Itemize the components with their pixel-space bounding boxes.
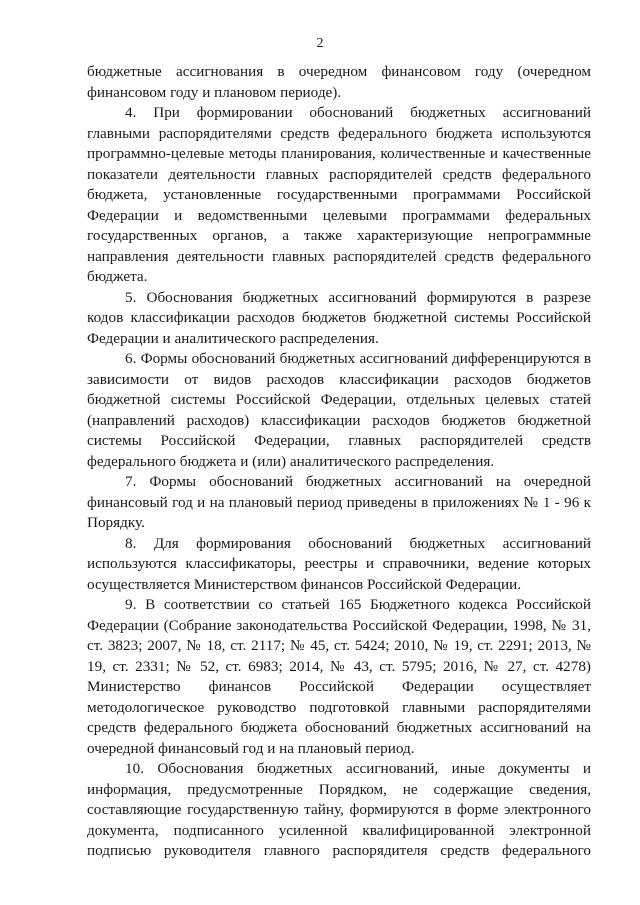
paragraph-8: 8. Для формирования обоснований бюджетных ассигнований используются классификаторы, реестры и справочники, ведение которых осуществляется Министерством финансов Российской Федерации. bbox=[87, 534, 591, 593]
paragraph-9: 9. В соответствии со статьей 165 Бюджетного кодекса Российской Федерации (Собрание законодательства Российской Федерации, 1998, № 31, ст. 3823; 2007, № 18, ст. 2117; № 45, ст. 5424; 2010, № 19, ст. 2291; 2013, № 19, ст. 2331; № 52, ст. 6983; 2014, № 43, ст. 5795; 2016, № 27, ст. 4278) Министерство финансов Российской Федерации осуществляет методологическое руководство подготовкой главными распорядителями средств федерального бюджета обоснований бюджетных ассигнований на очередной финансовый год и на плановый период. bbox=[87, 596, 591, 757]
paragraph-continuation: бюджетные ассигнования в очередном финансовом году (очередном финансовом году и плановом периоде). bbox=[87, 63, 591, 101]
paragraph-6: 6. Формы обоснований бюджетных ассигнований дифференцируются в зависимости от видов расходов классификации расходов бюджетов бюджетной системы Российской Федерации, отдельных целевых статей (направлений расходов) классификации расходов бюджетов бюджетной системы Российской Федерации, главных распорядителей средств федерального бюджета и (или) аналитического распределения. bbox=[87, 350, 591, 470]
document-body bbox=[87, 62, 591, 862]
paragraph-4: 4. При формировании обоснований бюджетных ассигнований главными распорядителями средств федерального бюджета используются программно-целевые методы планирования, количественные и качественные показатели деятельности главных распорядителей средств федерального бюджета, установленные государственными программами Российской Федерации и ведомственными целевыми программами федеральных государственных органов, а также характеризующие непрограммные направления деятельности главных распорядителей средств федерального бюджета. bbox=[87, 104, 591, 285]
paragraph-5: 5. Обоснования бюджетных ассигнований формируются в разрезе кодов классификации расходов бюджетов бюджетной системы Российской Федерации и аналитического распределения. bbox=[87, 288, 591, 347]
paragraph-7: 7. Формы обоснований бюджетных ассигнований на очередной финансовый год и на плановый период приведены в приложениях № 1 - 96 к Порядку. bbox=[87, 473, 591, 531]
page-number: 2 bbox=[316, 36, 324, 51]
paragraph-10: 10. Обоснования бюджетных ассигнований, иные документы и информация, предусмотренные Порядком, не содержащие сведения, составляющие государственную тайну, формируются в форме электронного документа, подписанного усиленной квалифицированной электронной подписью руководителя главного распорядителя средств федерального bbox=[87, 760, 591, 859]
